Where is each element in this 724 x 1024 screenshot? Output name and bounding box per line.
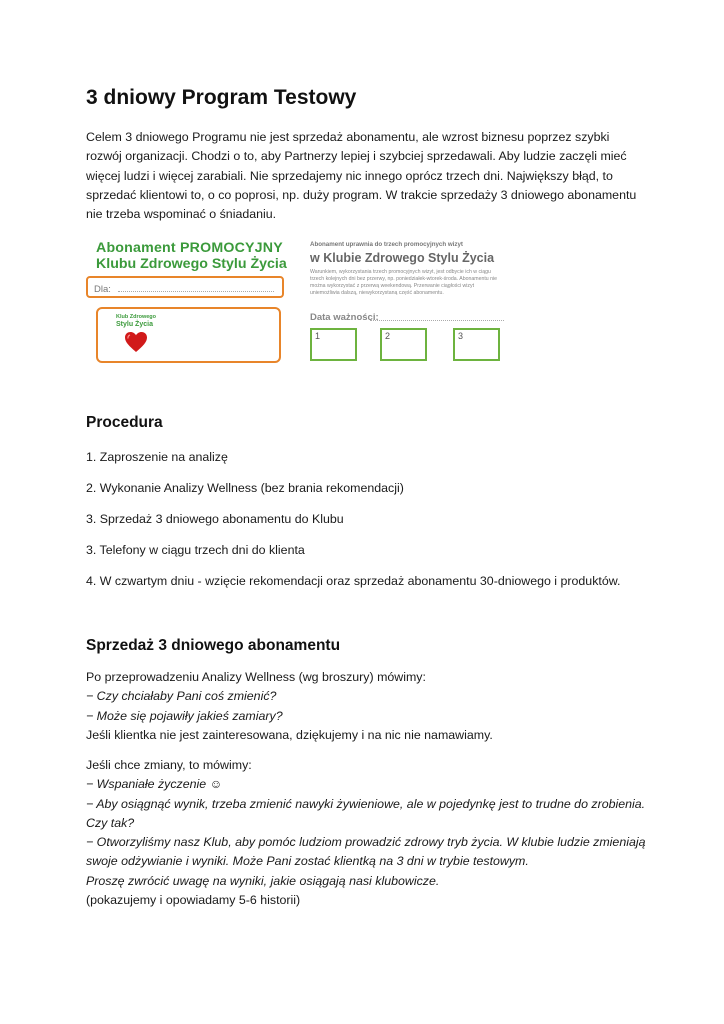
heart-icon [124,331,148,353]
club-logo-line2: Stylu Życia [116,321,153,328]
sales-paragraph-1 [86,668,646,745]
procedure-step: 1. Zaproszenie na analizę [86,450,228,464]
promo-voucher-image [86,236,506,366]
voucher-for-field [86,276,284,298]
sales-note: Jeśli klientka nie jest zainteresowana, dziękujemy i na nic nie namawiamy. [86,727,493,742]
procedure-heading: Procedura [86,414,163,431]
procedure-step: 4. W czwartym dniu - wzięcie rekomendacji oraz sprzedaż abonamentu 30-dniowego i produktów. [86,574,621,588]
voucher-front [86,236,291,366]
voucher-back-subtitle: Abonament uprawnia do trzech promocyjnych wizyt [310,241,463,248]
sales-line: − Wspaniałe życzenie ☺ [86,777,223,792]
voucher-title-line2: Klubu Zdrowego Stylu Życia [96,256,287,272]
visit-box-2: 2 [380,328,427,361]
sales-note: (pokazujemy i opowiadamy 5-6 historii) [86,893,301,908]
club-logo [96,307,281,363]
sales-intro: Po przeprowadzeniu Analizy Wellness (wg broszury) mówimy: [86,670,426,684]
voucher-valid-line [370,320,504,321]
visit-box-1: 1 [310,328,357,361]
voucher-terms: Warunkiem, wykorzystania trzech promocyjnych wizyt, jest odbycie ich w ciągu trzech kolejnych dni bez przerwy, np. poniedziałek-wtorek-środa. Abonamentu nie można wykorzystać z przerwą weekendową. Przerwanie ciągłości wizyt uniemożliwia dalszą, niewykorzystaną część abonamentu. [310,269,498,296]
page-title: 3 dniowy Program Testowy [86,86,357,109]
procedure-step: 3. Telefony w ciągu trzech dni do klienta [86,543,305,557]
sales-intro: Jeśli chce zmiany, to mówimy: [86,758,252,772]
intro-paragraph: Celem 3 dniowego Programu nie jest sprzedaż abonamentu, ale wzrost biznesu poprzez szybki rozwój organizacji. Chodzi o to, aby Partnerzy lepiej i szybciej sprzedawali. Aby ludzie zaczęli mieć więcej ludzi i więcej zarabiali. Nie sprzedajemy nic innego oprócz trzech dni. Największy błąd, to sprzedać klientowi to, o co poprosi, np. duży program. W trakcie sprzedaży 3 dniowego abonamentu nie trzeba wspominać o śniadaniu. [86,130,637,222]
sales-line: − Aby osiągnąć wynik, trzeba zmienić nawyki żywieniowe, ale w pojedynkę jest to trudne do zrobienia. Czy tak? [86,796,646,830]
sales-line: Proszę zwrócić uwagę na wyniki, jakie osiągają nasi klubowicze. [86,873,440,888]
procedure-step: 3. Sprzedaż 3 dniowego abonamentu do Klubu [86,512,344,526]
sales-question: − Czy chciałaby Pani coś zmienić? [86,689,277,704]
procedure-step: 2. Wykonanie Analizy Wellness (bez brania rekomendacji) [86,481,404,495]
sales-question: − Może się pojawiły jakieś zamiary? [86,708,283,723]
voucher-back [310,236,506,366]
voucher-valid-label: Data ważności: [310,312,379,323]
voucher-back-title: w Klubie Zdrowego Stylu Życia [310,251,495,265]
voucher-for-label: Dla: [94,284,111,295]
sales-heading: Sprzedaż 3 dniowego abonamentu [86,637,341,654]
club-logo-line1: Klub Zdrowego [116,314,157,320]
sales-line: − Otworzyliśmy nasz Klub, aby pomóc ludziom prowadzić zdrowy tryb życia. W klubie ludzie zmieniają swoje odżywianie i wyniki. Może Pani zostać klientką na 3 dni w trybie testowym. [86,835,646,869]
visit-box-3: 3 [453,328,500,361]
sales-paragraph-2 [86,756,646,910]
voucher-for-line [118,291,274,292]
voucher-title-line1: Abonament PROMOCYJNY [96,240,283,256]
